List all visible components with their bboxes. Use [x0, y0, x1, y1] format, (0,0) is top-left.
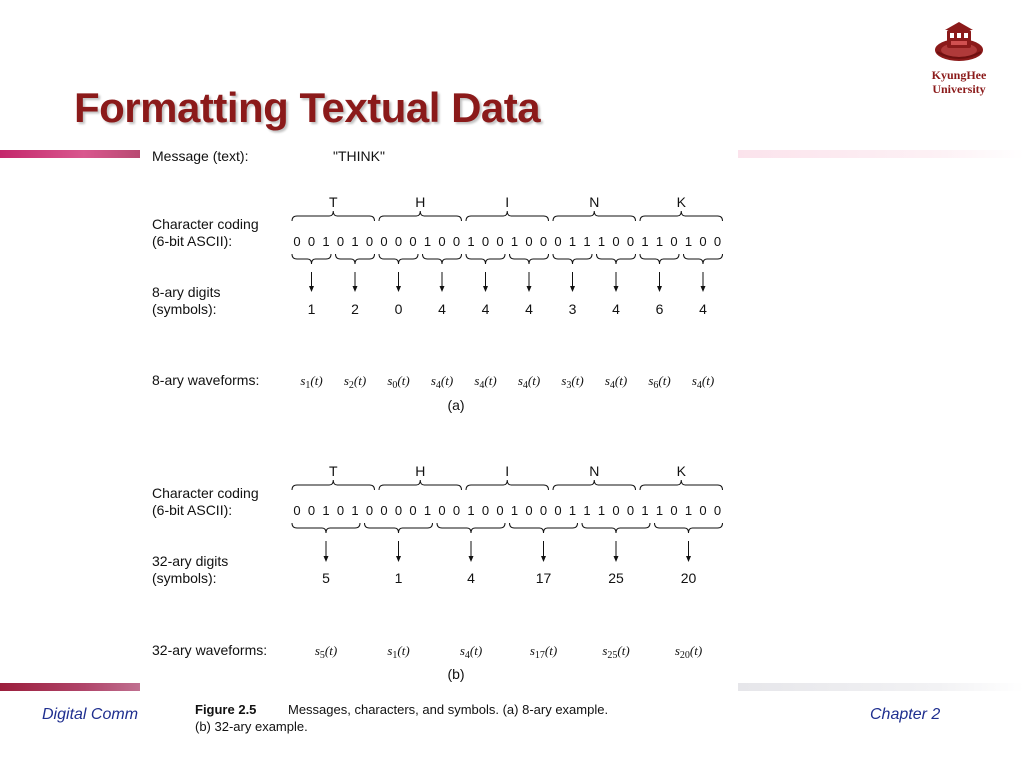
figure-caption-2: (b) 32-ary example.: [195, 719, 308, 734]
b-letter: T: [328, 463, 338, 479]
b-bit: 1: [641, 503, 649, 518]
a-symbol-brace: [336, 254, 375, 264]
a-bit: 1: [467, 234, 475, 249]
a-waveform: $s_4(t)$: [691, 373, 715, 391]
figure-diagram: [140, 140, 738, 740]
a-waveforms-label: 8-ary waveforms:: [152, 372, 260, 388]
a-bit: 0: [336, 234, 345, 249]
a-bit: 0: [554, 234, 562, 249]
a-symbol: 4: [612, 301, 620, 317]
a-bit: 0: [452, 234, 461, 249]
b-waveform: $s_5(t)$: [314, 643, 338, 661]
b-symbol: 17: [535, 570, 552, 586]
a-symbol: 0: [394, 301, 403, 317]
bottom-right-accent-bar: [738, 683, 1024, 691]
b-bit: 0: [670, 503, 678, 518]
figure-2-5: [140, 140, 738, 740]
a-arrow-head: [614, 286, 619, 292]
b-waveform: $s_4(t)$: [459, 643, 483, 661]
a-bit: 1: [684, 234, 693, 249]
b-bit: 1: [597, 503, 606, 518]
a-bit: 1: [583, 234, 591, 249]
a-coding-label: Character coding: [152, 216, 259, 232]
a-bit: 0: [394, 234, 403, 249]
a-symbol: 4: [481, 301, 490, 317]
b-bit: 0: [380, 503, 388, 518]
a-arrow-head: [657, 286, 662, 292]
a-arrow-head: [440, 286, 445, 292]
a-bit: 0: [670, 234, 678, 249]
a-waveform: $s_4(t)$: [517, 373, 541, 391]
a-letter-brace: [292, 211, 375, 221]
b-letter: N: [589, 463, 600, 479]
a-bit: 1: [510, 234, 519, 249]
a-bit: 0: [525, 234, 533, 249]
a-waveform: $s_6(t)$: [648, 373, 671, 391]
b-bit: 0: [699, 503, 707, 518]
a-letter: I: [505, 194, 510, 210]
a-coding-label-2: (6-bit ASCII):: [152, 233, 233, 249]
a-bit: 0: [380, 234, 388, 249]
b-letter: H: [415, 463, 426, 479]
a-waveform: $s_4(t)$: [474, 373, 497, 391]
b-waveforms-label: 32-ary waveforms:: [152, 642, 268, 658]
a-bit: 0: [409, 234, 417, 249]
b-bit: 1: [568, 503, 577, 518]
a-bit: 1: [423, 234, 432, 249]
b-bit: 0: [481, 503, 490, 518]
top-right-accent-bar: [738, 150, 1024, 158]
b-coding-label-2: (6-bit ASCII):: [152, 502, 233, 518]
a-bit: 1: [641, 234, 649, 249]
a-bit: 0: [307, 234, 316, 249]
b-symbol: 1: [394, 570, 403, 586]
a-bit: 0: [496, 234, 504, 249]
b-bit: 1: [684, 503, 693, 518]
a-symbol-brace: [423, 254, 462, 264]
a-letter: N: [589, 194, 600, 210]
logo-text-line1: KyungHee: [931, 68, 987, 82]
b-bit: 0: [409, 503, 417, 518]
a-bit: 0: [612, 234, 620, 249]
a-symbol: 6: [655, 301, 664, 317]
a-arrow-head: [570, 286, 575, 292]
a-waveform: $s_0(t)$: [387, 373, 410, 391]
a-arrow-head: [701, 286, 706, 292]
footer-chapter: Chapter 2: [870, 706, 941, 723]
a-arrow-head: [309, 286, 314, 292]
a-waveform: $s_4(t)$: [604, 373, 628, 391]
a-symbol-brace: [684, 254, 723, 264]
b-letter-brace: [553, 480, 636, 490]
b-symbol: 5: [322, 570, 330, 586]
b-symbol-brace: [655, 523, 723, 533]
a-symbol: 2: [351, 301, 359, 317]
a-bit: 0: [699, 234, 707, 249]
b-waveform: $s_1(t)$: [387, 643, 410, 661]
slide-title: Formatting Textual Data: [74, 84, 541, 131]
a-waveform: $s_2(t)$: [343, 373, 367, 391]
b-bit: 1: [467, 503, 475, 518]
a-symbol: 4: [438, 301, 446, 317]
b-symbol-brace: [365, 523, 433, 533]
a-waveform: $s_3(t)$: [561, 373, 584, 391]
b-waveform: $s_{17}(t)$: [529, 643, 558, 661]
a-bit: 1: [597, 234, 606, 249]
figure-number: Figure 2.5: [195, 702, 257, 717]
b-digits-label-2: (symbols):: [152, 570, 217, 586]
b-bit: 0: [496, 503, 504, 518]
a-symbol-brace: [597, 254, 636, 264]
b-bit: 1: [423, 503, 432, 518]
top-left-accent-bar: [0, 150, 140, 158]
b-bit: 0: [293, 503, 301, 518]
b-bit: 0: [626, 503, 635, 518]
figure-caption: Messages, characters, and symbols. (a) 8-ary example.: [288, 702, 609, 717]
b-symbol-brace: [510, 523, 578, 533]
b-waveform: $s_{25}(t)$: [602, 643, 630, 661]
message-label: Message (text):: [152, 148, 249, 164]
a-symbol: 4: [525, 301, 533, 317]
b-bit: 1: [510, 503, 519, 518]
footer-course-title: Digital Comm: [42, 706, 139, 723]
a-bit: 0: [481, 234, 490, 249]
b-letter: I: [505, 463, 510, 479]
b-arrow-head: [469, 556, 474, 562]
b-arrow-head: [686, 556, 691, 562]
b-bit: 0: [336, 503, 345, 518]
b-caption: (b): [447, 666, 465, 682]
b-bit: 0: [452, 503, 461, 518]
a-bit: 1: [655, 234, 664, 249]
b-arrow-head: [324, 556, 329, 562]
b-bit: 0: [438, 503, 446, 518]
a-bit: 1: [351, 234, 359, 249]
a-symbol-brace: [553, 254, 592, 264]
b-symbol: 4: [467, 570, 475, 586]
a-arrow-head: [527, 286, 532, 292]
b-bit: 1: [322, 503, 330, 518]
a-bit: 0: [539, 234, 548, 249]
a-symbol-brace: [466, 254, 505, 264]
b-bit: 0: [394, 503, 403, 518]
a-bit: 1: [322, 234, 330, 249]
a-bit: 0: [438, 234, 446, 249]
a-caption: (a): [447, 397, 465, 413]
b-symbol-brace: [582, 523, 650, 533]
a-letter-brace: [553, 211, 636, 221]
a-arrow-head: [483, 286, 488, 292]
b-arrow-head: [541, 556, 546, 562]
a-letter-brace: [640, 211, 723, 221]
bottom-left-accent-bar: [0, 683, 140, 691]
a-symbol: 3: [568, 301, 577, 317]
b-symbol-brace: [292, 523, 360, 533]
b-bit: 1: [655, 503, 664, 518]
b-bit: 0: [525, 503, 533, 518]
a-symbol-brace: [640, 254, 679, 264]
a-arrow-head: [396, 286, 401, 292]
b-bit: 0: [307, 503, 316, 518]
a-symbol-brace: [510, 254, 549, 264]
b-bit: 0: [539, 503, 548, 518]
b-coding-label: Character coding: [152, 485, 259, 501]
a-letter: T: [328, 194, 338, 210]
a-letter-brace: [379, 211, 462, 221]
a-digits-label-2: (symbols):: [152, 301, 217, 317]
a-bit: 0: [713, 234, 722, 249]
b-bit: 0: [365, 503, 374, 518]
a-symbol: 1: [307, 301, 316, 317]
b-letter-brace: [466, 480, 549, 490]
b-letter: K: [676, 463, 686, 479]
b-digits-label: 32-ary digits: [152, 553, 229, 569]
a-symbol: 4: [699, 301, 707, 317]
a-letter-brace: [466, 211, 549, 221]
b-symbol: 20: [680, 570, 697, 586]
a-letter: K: [676, 194, 686, 210]
message-value: "THINK": [333, 148, 385, 164]
a-symbol-brace: [292, 254, 331, 264]
a-bit: 0: [293, 234, 301, 249]
b-letter-brace: [292, 480, 375, 490]
b-symbol-brace: [437, 523, 505, 533]
logo-text-line2: University: [932, 82, 986, 96]
university-crest-icon: [933, 20, 985, 64]
a-waveform: $s_1(t)$: [300, 373, 323, 391]
b-letter-brace: [640, 480, 723, 490]
a-letter: H: [415, 194, 426, 210]
b-bit: 0: [612, 503, 620, 518]
a-waveform: $s_4(t)$: [430, 373, 454, 391]
b-bit: 1: [583, 503, 591, 518]
a-bit: 0: [365, 234, 374, 249]
b-arrow-head: [614, 556, 619, 562]
b-arrow-head: [396, 556, 401, 562]
b-bit: 0: [554, 503, 562, 518]
university-logo: [928, 20, 990, 96]
b-letter-brace: [379, 480, 462, 490]
b-symbol: 25: [608, 570, 624, 586]
b-bit: 0: [713, 503, 722, 518]
a-arrow-head: [353, 286, 358, 292]
a-bit: 1: [568, 234, 577, 249]
a-symbol-brace: [379, 254, 418, 264]
b-waveform: $s_{20}(t)$: [674, 643, 703, 661]
a-digits-label: 8-ary digits: [152, 284, 221, 300]
b-bit: 1: [351, 503, 359, 518]
a-bit: 0: [626, 234, 635, 249]
